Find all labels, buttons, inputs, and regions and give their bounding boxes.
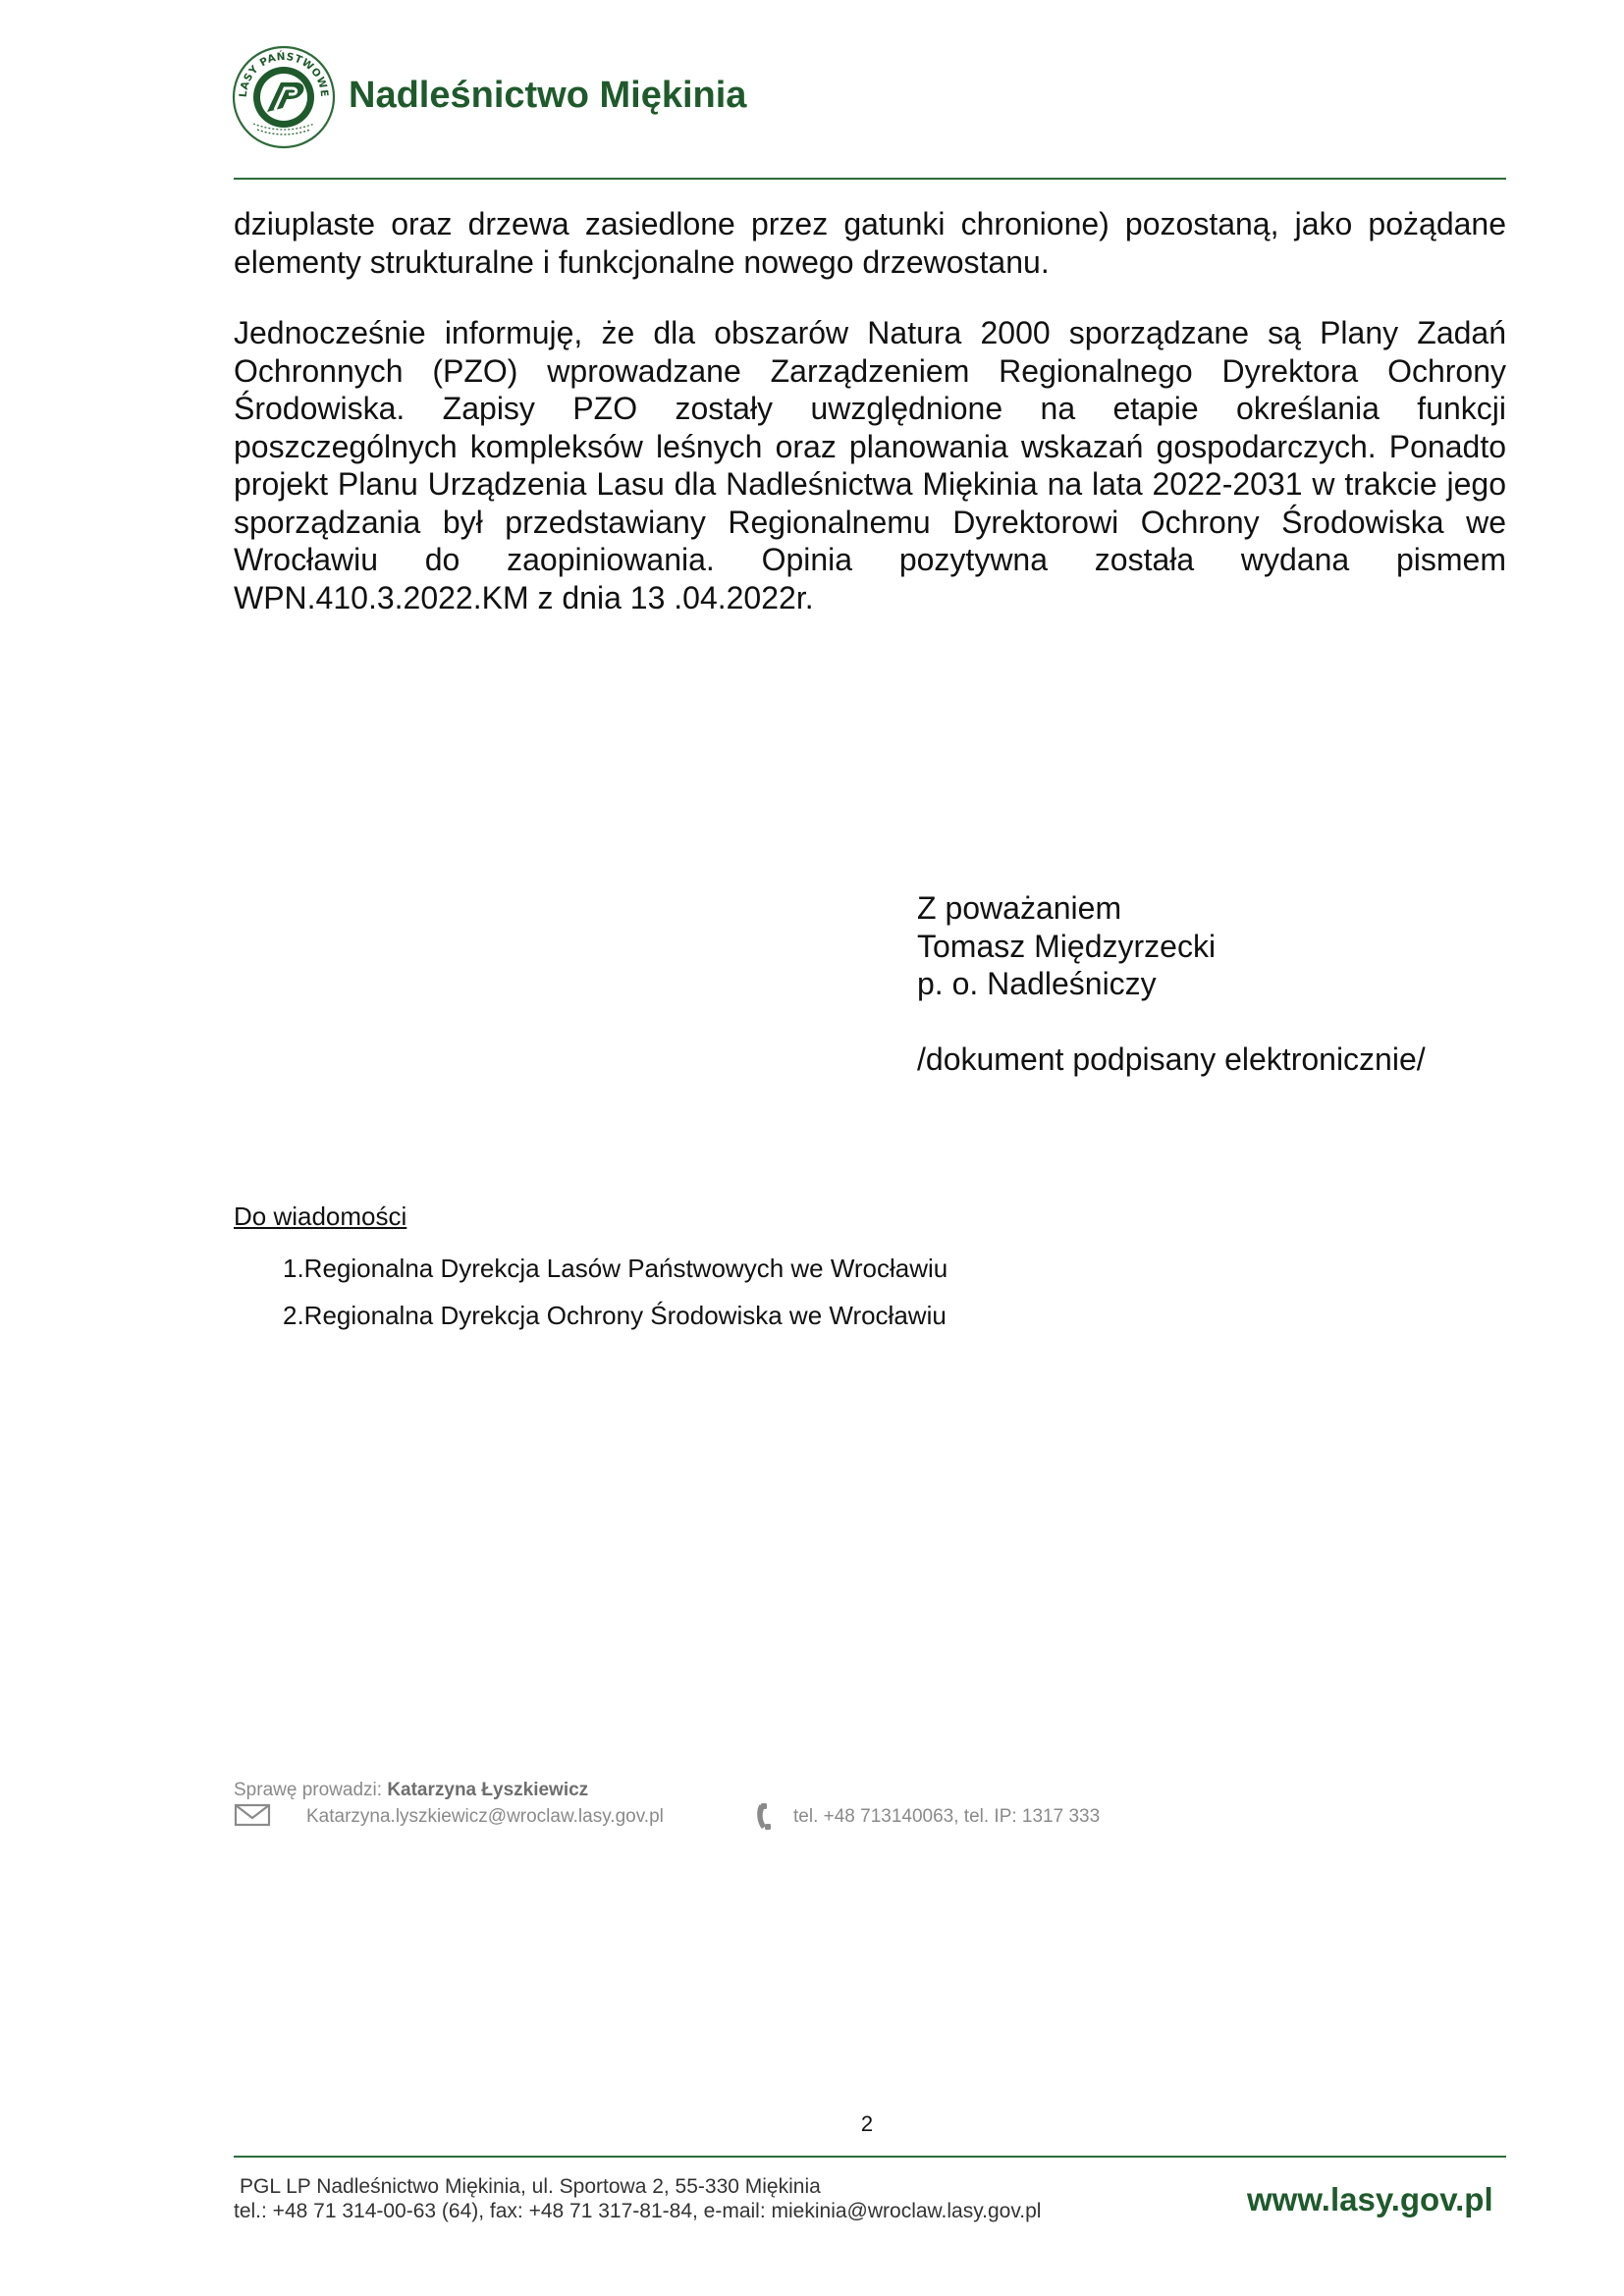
signatory-position: p. o. Nadleśniczy — [917, 966, 1157, 1001]
distribution-title: Do wiadomości — [234, 1201, 407, 1231]
page-number: 2 — [860, 2111, 874, 2136]
phone-icon — [754, 1802, 776, 1832]
lasy-panstwowe-logo — [232, 45, 336, 149]
header-divider — [234, 178, 1506, 180]
body-paragraph-2 — [234, 314, 1506, 616]
organization-name: Nadleśnictwo Miękinia — [349, 75, 747, 116]
distribution-list — [234, 1201, 947, 1347]
email-text: Katarzyna.lyszkiewicz@wroclaw.lasy.gov.pl — [306, 1806, 664, 1827]
website-link[interactable]: www.lasy.gov.pl — [1247, 2181, 1493, 2217]
handler-label: Sprawę prowadzi: — [234, 1780, 383, 1800]
contact-line: tel.: +48 71 314-00-63 (64), fax: +48 71 317-81-84, e-mail: miekinia@wroclaw.lasy.gov.pl — [234, 2200, 1042, 2222]
list-item: 2.Regionalna Dyrekcja Ochrony Środowiska we Wrocławiu — [283, 1301, 947, 1330]
case-handler — [234, 1780, 588, 1801]
footer-address — [234, 2174, 1041, 2223]
signatory-name: Tomasz Międzyrzecki — [917, 928, 1217, 964]
phone-text: tel. +48 713140063, tel. IP: 1317 333 — [793, 1806, 1101, 1827]
electronic-signature-note: /dokument podpisany elektronicznie/ — [917, 1041, 1426, 1077]
footer-divider — [234, 2156, 1506, 2158]
list-item: 1.Regionalna Dyrekcja Lasów Państwowych we Wrocławiu — [283, 1254, 948, 1283]
logo-ring-text: LASY PAŃSTWOWE — [237, 50, 331, 98]
letter-header — [232, 45, 1508, 153]
signature-block — [917, 889, 1426, 1078]
closing-phrase: Z poważaniem — [917, 890, 1122, 926]
address-line: PGL LP Nadleśnictwo Miękinia, ul. Sportowa 2, 55-330 Miękinia — [240, 2175, 821, 2198]
handler-name: Katarzyna Łyszkiewicz — [387, 1780, 589, 1800]
paragraph-text: Jednocześnie informuję, że dla obszarów Natura 2000 sporządzane są Plany Zadań Ochronnych (PZO) wprowadzane Zarządzeniem Regionalnego Dyrektora Ochrony Środowiska. Zapisy PZO zostały uwzględnione na etapie określania funkcji poszczególnych kompleksów leśnych oraz planowania wskazań gospodarczych. Ponadto projekt Planu Urządzenia Lasu dla Nadleśnictwa Miękinia na lata 2022-2031 w trakcie jego sporządzania był przedstawiany Regionalnemu Dyrektorowi Ochrony Środowiska we Wrocławiu do zaopiniowania. Opinia pozytywna została wydana pismem WPN.410.3.2022.KM z dnia 13 .04.2022r. — [234, 315, 1506, 615]
envelope-icon — [234, 1802, 273, 1828]
body-paragraph-1 — [234, 205, 1506, 281]
paragraph-text: dziuplaste oraz drzewa zasiedlone przez gatunki chronione) pozostaną, jako pożądane elementy strukturalne i funkcjonalne nowego drzewostanu. — [234, 206, 1506, 280]
